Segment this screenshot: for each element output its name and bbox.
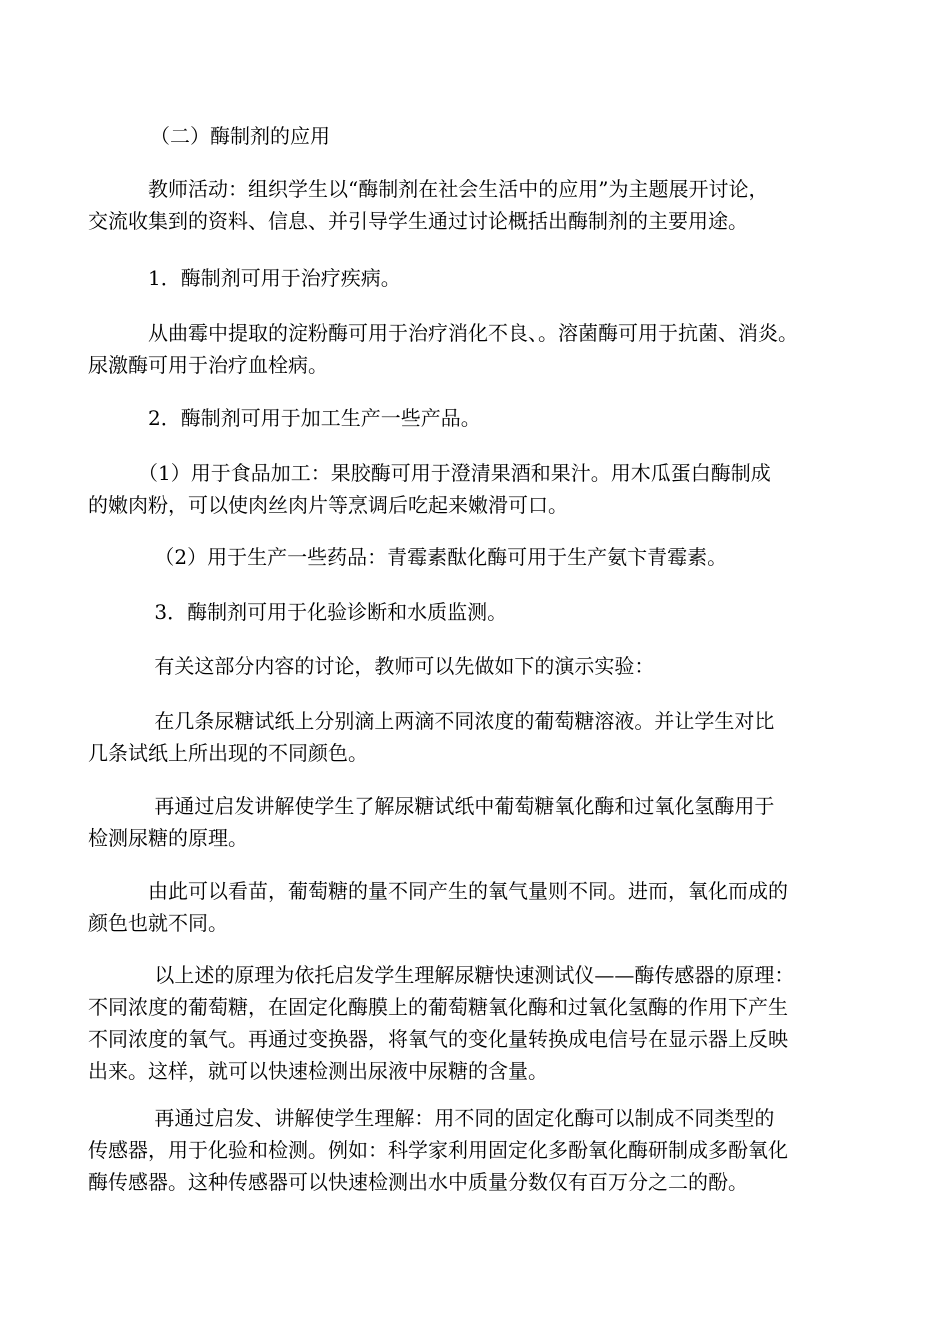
paragraph-use-1-title: 1．酶制剂可用于治疗疾病。 [88,266,401,290]
paragraph-sensor-principle: 以上述的原理为依托启发学生理解尿糖快速测试仪——酶传感器的原理： 不同浓度的葡萄糖，在固定化酶膜上的葡萄糖氧化酶和过氧化氢酶的作用下产生 不同浓度的氧气。再通过变换器，将氧气的变化量转换成电信号在显示器上反映 出来。这样，就可以快速检测出尿液中尿糖的含量。 [88,963,795,1083]
paragraph-use-2-drugs: （2）用于生产一些药品：青霉素酞化酶可用于生产氨卞青霉素。 [88,545,728,569]
paragraph-use-1-body: 从曲霉中提取的淀粉酶可用于治疗消化不良、。溶菌酶可用于抗菌、消炎。 尿激酶可用于治疗血栓病。 [88,321,798,377]
paragraph-use-2-food: （1）用于食品加工：果胶酶可用于澄清果酒和果汁。用木瓜蛋白酶制成 的嫩肉粉，可以使肉丝肉片等烹调后吃起来嫩滑可口。 [88,461,771,517]
paragraph-oxygen: 由此可以看苗，葡萄糖的量不同产生的氧气量则不同。进而，氧化而成的 颜色也就不同。 [88,879,788,935]
paragraph-sensor-types: 再通过启发、讲解使学生理解：用不同的固定化酶可以制成不同类型的 传感器，用于化验和检测。例如：科学家利用固定化多酚氧化酶研制成多酚氧化 酶传感器。这种传感器可以快速检测出水中质量分数仅有百万分之二的酚。 [88,1106,788,1194]
paragraph-use-2-title: 2．酶制剂可用于加工生产一些产品。 [88,406,481,430]
paragraph-use-3-title: 3．酶制剂可用于化验诊断和水质监测。 [88,600,508,624]
paragraph-principle: 再通过启发讲解使学生了解尿糖试纸中葡萄糖氧化酶和过氧化氢酶用于 检测尿糖的原理。 [88,794,775,850]
section-heading: （二）酶制剂的应用 [150,124,330,148]
paragraph-teacher-activity: 教师活动：组织学生以“酶制剂在社会生活中的应用”为主题展开讨论， 交流收集到的资料、信息、并引导学生通过讨论概括出酶制剂的主要用途。 [88,177,769,233]
paragraph-demo-intro: 有关这部分内容的讨论，教师可以先做如下的演示实验： [88,654,655,678]
paragraph-demo-strips: 在几条尿糖试纸上分别滴上两滴不同浓度的葡萄糖溶液。并让学生对比 几条试纸上所出现的不同颜色。 [88,709,775,765]
